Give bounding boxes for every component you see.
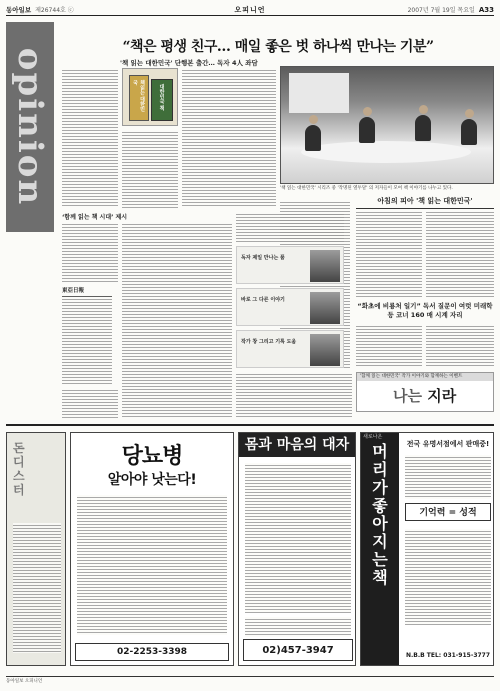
ad3-body-2 [245, 617, 351, 637]
photo-person-4 [461, 119, 477, 145]
opinion-logo [6, 22, 54, 232]
page-number: A33 [478, 5, 494, 14]
side-column-subtitle: “화초에 비룡처 일기” 독서 질문이 여럿 미래학 등 코너 160 매 시계 자리 [357, 302, 493, 319]
photo-person-1-head [309, 115, 318, 124]
advertisement-diabetes[interactable] [70, 432, 234, 666]
event-banner-right: 지라 [427, 387, 457, 405]
book-cover-1 [129, 75, 149, 121]
article-column-4 [122, 130, 178, 208]
photo-caption: '책 읽는 대한민국' 시리즈 중 '작명된 열두달' 의 저자들이 모여 책 이야기를 나누고 있다. [280, 186, 453, 191]
participant-item [236, 330, 344, 368]
ad4-small-label: 새로나온 [363, 434, 383, 440]
participant-label: 바로 그 다른 이야기 [241, 297, 285, 303]
page-footer: 동아일보 오피니언 [6, 676, 494, 686]
side-column-text-1 [356, 210, 422, 298]
book-cover-photo [122, 68, 178, 126]
book-cover-2 [151, 79, 173, 121]
ad4-list [405, 529, 491, 625]
ad4-title-char: 좋 [372, 496, 388, 515]
ad4-title-char: 리 [372, 460, 388, 479]
ad2-body [77, 495, 227, 635]
event-banner-top: '함께 읽는 대한민국' 작가 이야기와 함께하는 이벤트 [357, 373, 493, 381]
book-cover-2-title: 대한민국 책 [158, 84, 165, 111]
ad4-intro [405, 455, 491, 499]
photo-person-4-head [465, 109, 474, 118]
article-column-2 [182, 68, 276, 208]
ad1-body [13, 523, 61, 653]
advertisement-freedom[interactable] [238, 432, 356, 666]
ad1-char: 돈 [13, 441, 25, 455]
participant-photo [310, 292, 340, 324]
event-banner-left: 나는 [393, 387, 422, 405]
opinion-logo-text: opinion [10, 47, 50, 207]
article-subhead: '책 읽는 대한민국' 단행본 출간… 독자 4人 좌담 [120, 59, 258, 67]
ad3-title: 몸과 마음의 대자 [239, 433, 355, 457]
advertisement-book[interactable] [360, 432, 494, 666]
participant-item [236, 288, 344, 326]
ad2-subheadline: 알아야 낫는다! [107, 472, 197, 488]
book-cover-1-title: 책읽는 대한민국 [132, 80, 145, 112]
ad4-memory-box: 기억력 = 성적 [405, 503, 491, 521]
photo-person-3-head [419, 105, 428, 114]
participant-photo [310, 250, 340, 282]
ad2-phone[interactable]: 02-2253-3398 [75, 643, 229, 661]
ad1-char: 터 [13, 483, 25, 497]
side-column-text-2 [426, 210, 494, 298]
photo-person-3 [415, 115, 431, 141]
section-name: 오피니언 [234, 5, 266, 14]
ad4-headline: 전국 유명서점에서 판매중! [406, 440, 490, 448]
ad4-publisher[interactable]: N.B.B TEL: 031-915-3777 [405, 652, 491, 659]
masthead-box [62, 296, 112, 384]
ad4-title-char: 지 [372, 532, 388, 551]
photo-window [289, 73, 349, 113]
article-column-1 [62, 68, 118, 208]
article-column-3 [62, 222, 118, 284]
ad4-title-char: 책 [372, 568, 388, 587]
ad2-headline: 당뇨병 [121, 444, 183, 469]
participant-label: 독자 제일 만나는 품 [241, 255, 285, 261]
participant-photo [310, 334, 340, 366]
masthead-text [62, 388, 118, 418]
ad1-char: 디 [13, 455, 25, 469]
newspaper-name: 동아일보 [6, 6, 32, 14]
ad1-char: 스 [13, 469, 25, 483]
side-column-text-4 [426, 324, 494, 368]
article-column-5 [122, 222, 232, 418]
ad4-title-char: 아 [372, 514, 388, 533]
ad4-title-char: 가 [372, 478, 388, 497]
side-column-title: 아침의 피아 '책 읽는 대한민국' [356, 196, 494, 209]
ad-divider [6, 424, 494, 426]
event-banner-title [393, 385, 456, 406]
ad3-phone[interactable]: 02)457-3947 [243, 639, 353, 661]
photo-person-2 [359, 117, 375, 143]
issue-date: 2007년 7월 19일 목요일 [407, 7, 475, 14]
section-title: ‘함께 읽는 책 시대’ 제시 [62, 214, 128, 221]
issue-number: 제26744호 ⓒ [35, 7, 74, 14]
photo-person-1 [305, 125, 321, 151]
article-headline: “책은 평생 친구… 매일 좋은 벗 하나씩 만나는 기분” [122, 39, 434, 55]
masthead-title: 東亞日報 [62, 288, 85, 294]
page-header [6, 4, 494, 16]
photo-table [301, 141, 471, 163]
event-banner[interactable] [356, 372, 494, 412]
participant-label: 작가 창 그리고 기록 도움 [241, 339, 297, 345]
photo-person-2-head [363, 107, 372, 116]
article-column-7 [236, 372, 352, 418]
meeting-photo [280, 66, 494, 184]
ad4-vertical-title [365, 443, 395, 587]
participant-list [236, 246, 344, 372]
ad4-dark-panel [361, 433, 399, 666]
ad4-title-char: 머 [372, 442, 388, 461]
participant-item [236, 246, 344, 284]
ad4-title-char: 는 [372, 550, 388, 569]
side-column-text-3 [356, 324, 422, 368]
ad1-title [13, 441, 25, 497]
advertisement-1[interactable] [6, 432, 66, 666]
ad3-body [245, 463, 351, 613]
